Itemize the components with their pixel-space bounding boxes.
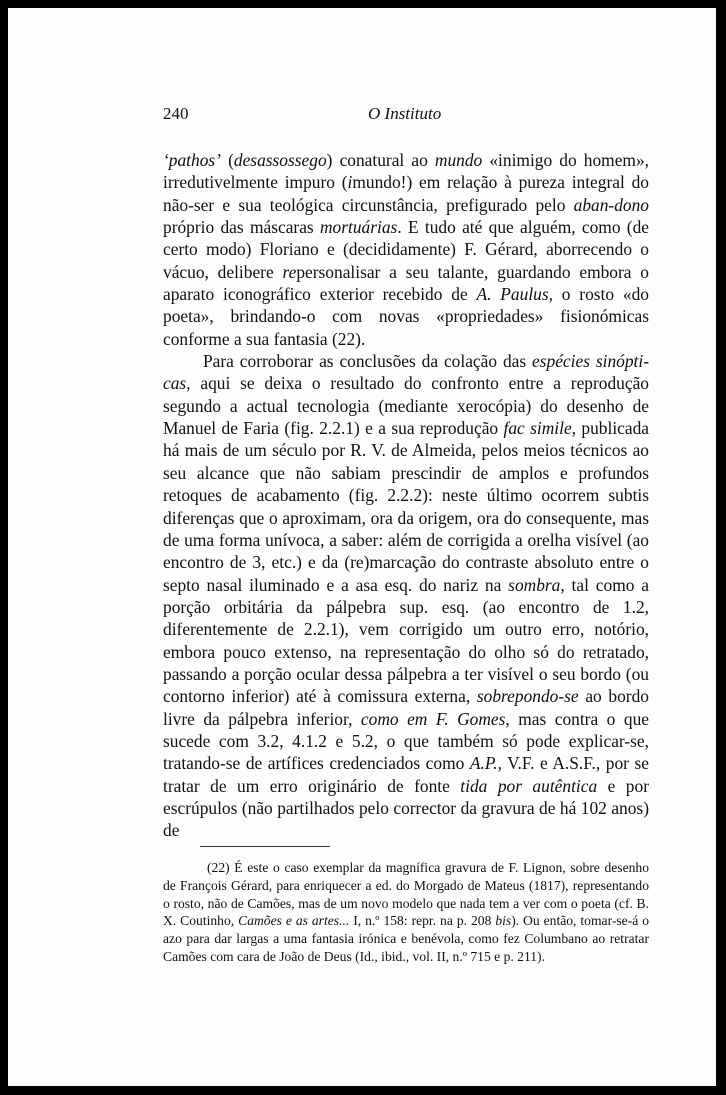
footnote-divider	[200, 846, 330, 847]
text-segment: ) conatural ao	[326, 150, 435, 170]
text-segment: ao bordo livre da pálpebra inferior,	[163, 686, 649, 729]
text-segment: e por escrúpulos (não partilhados pelo corrector da gravura de há 102 anos) de	[163, 775, 649, 841]
text-segment: espécies sinópti-cas,	[163, 351, 650, 394]
text-segment: A.P.	[469, 753, 498, 774]
text-segment: (	[220, 150, 234, 170]
running-header	[163, 104, 649, 126]
text-segment: personalisar a seu talante, guardando embora o aparato iconográfico exterior recebido de	[163, 261, 649, 305]
text-segment: , publicada há mais de um século por R. V. de Almeida, pelos meios técnicos ao seu alcance que não sabiam prescindir de amplos e profundos retoques de acabamento (fig. 2.2.2): neste último ocorrem subtis diferenças que o aproximam, ora da origem, ora do consequente, mas de uma forma unívoca, a saber: além de corrigida a orelha visível (ao encontro de 3, etc.) e da (re)marcação do contraste absoluto entre o septo nasal iluminado e a asa esq. do nariz na	[163, 418, 650, 595]
text-segment: sobrepondo-se	[476, 686, 579, 707]
footnote-22	[163, 859, 649, 966]
paragraph-1	[163, 149, 649, 350]
text-segment: mundo	[434, 150, 483, 170]
text-segment: fac simile	[503, 418, 572, 439]
text-segment: i	[347, 172, 353, 193]
text-segment: aqui se deixa o resultado do confronto entre a reprodução segundo a actual tecnologia (mediante xerocópia) do desenho de Manuel de Faria (fig. 2.2.1) e a sua reprodução	[163, 373, 649, 439]
book-page	[8, 8, 716, 1086]
footnote-text	[163, 859, 649, 966]
text-segment: Para corroborar as conclusões da colação das	[203, 351, 533, 372]
text-segment: sombra	[508, 574, 561, 595]
text-segment: , tal como a porção orbitária da pálpebra sup. esq. (ao encontro de 1.2, diferentemente de 2.2.1), vem corrigido um outro erro, notório, embora pouco extenso, na representação do olho só do retratado, passando a porção ocular dessa pálpebra a ter visível o seu bordo (ou contorno inferior) até à comissura externa,	[163, 574, 649, 707]
text-segment: I, n.º 158: repr. na p. 208	[349, 913, 496, 929]
text-segment: ‘pathos’	[163, 150, 221, 170]
text-segment: bis	[495, 913, 512, 929]
text-segment: mundo!) em relação à pureza integral do não-ser e sua teológica circunstância, prefigurado pelo	[163, 172, 649, 215]
text-segment: (22) É este o caso exemplar da magnífica gravura de F. Lignon, sobre desenho de François Gérard, para enriquecer a ed. do Morgado de Mateus (1817), representando o rosto, não de Camões, mas de um novo modelo que nada tem a ver com o poeta (cf. B. X. Coutinho,	[163, 860, 649, 929]
text-segment: mortuárias	[320, 217, 398, 238]
text-segment: «inimigo do homem», irredutivelmente impuro (	[163, 150, 649, 193]
text-segment: desassossego	[233, 150, 327, 170]
text-segment: como em F. Gomes	[360, 708, 506, 729]
text-segment: aban-dono	[573, 194, 649, 215]
journal-title: O Instituto	[368, 104, 442, 123]
text-segment: . E tudo até que alguém, como (de certo modo) Floriano e (decididamente) F. Gérard, aborrecendo o vácuo, delibere	[163, 217, 650, 282]
paragraph-2	[163, 350, 649, 842]
text-segment: , mas contra o que sucede com 3.2, 4.1.2 e 5.2, o que também só pode explicar-se, tratando-se de artífices credenciados como	[163, 708, 649, 774]
text-segment: o rosto «do poeta», brindando-o com novas «propriedades» fisionómicas conforme a sua fantasia (22).	[163, 284, 649, 349]
page-number: 240	[163, 104, 189, 123]
text-segment: tida por autêntica	[460, 775, 598, 796]
text-segment: , V.F. e A.S.F., por se tratar de um erro originário de fonte	[163, 753, 649, 796]
body-text	[163, 149, 649, 842]
text-segment: próprio das máscaras	[163, 217, 320, 238]
text-segment: ). Ou então, tomar-se-á o azo para dar largas a uma fantasia irónica e benévola, como fez Columbano ao retratar Camões com cara de João de Deus (Id., ibid., vol. II, n.º 715 e p. 211).	[163, 913, 649, 964]
text-segment: Camões e as artes...	[238, 913, 350, 929]
text-segment: re	[282, 261, 297, 282]
text-segment: A. Paulus,	[476, 284, 553, 305]
